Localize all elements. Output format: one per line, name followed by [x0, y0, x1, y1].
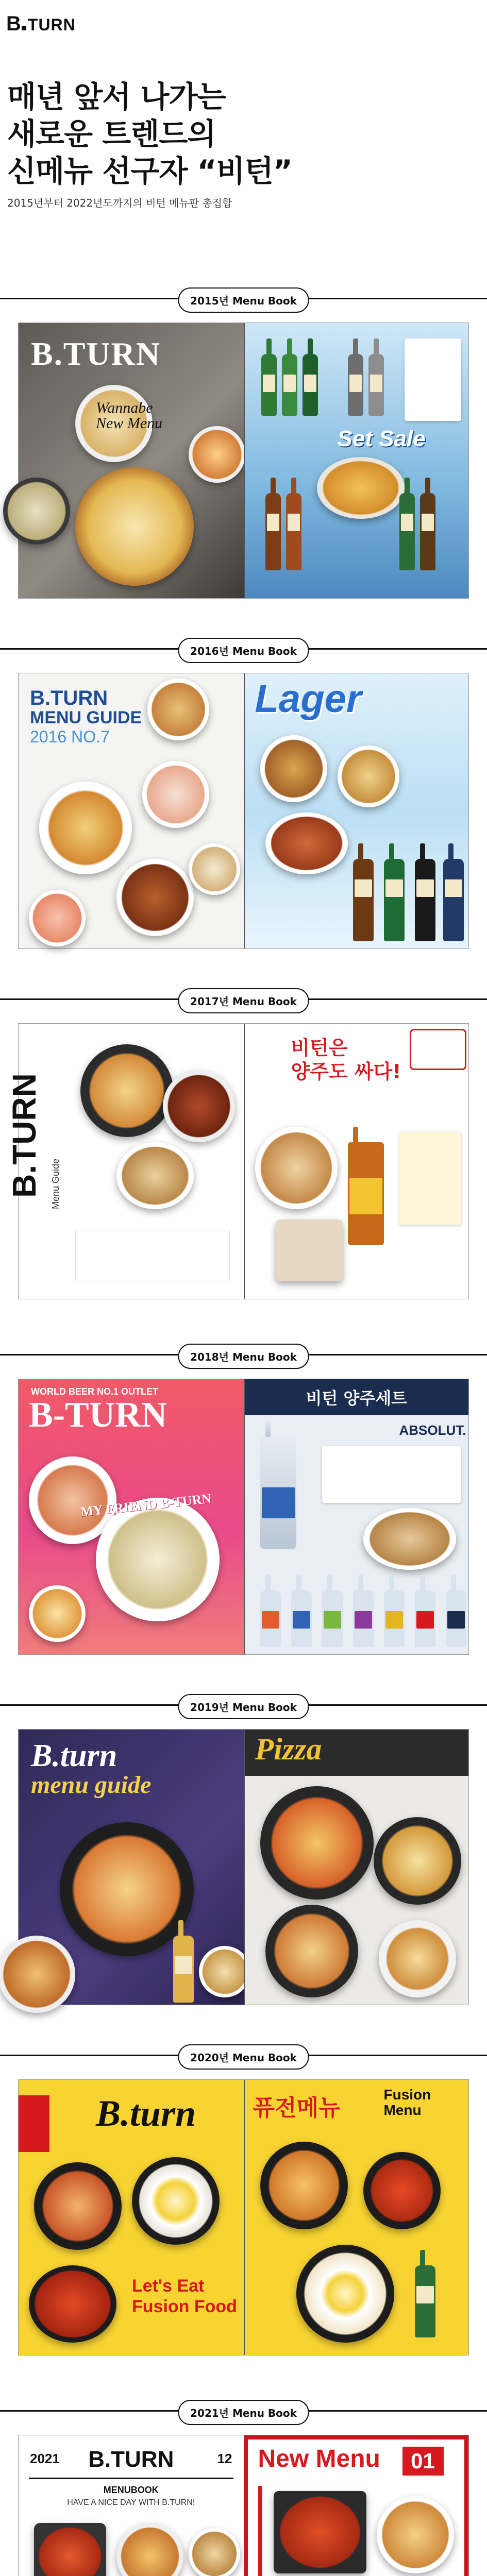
menu-inner-page — [244, 1024, 469, 1299]
cover-slogan — [132, 2276, 237, 2317]
vodka-bottle-image — [446, 1590, 466, 1647]
cover-year: 2021 — [30, 2451, 60, 2466]
plate-image — [189, 2528, 240, 2576]
section-header — [0, 2041, 487, 2069]
cover-tagline: WORLD BEER NO.1 OUTLET — [31, 1386, 158, 1397]
beer-bottle-image — [415, 2265, 435, 2337]
section-2020 — [0, 2041, 487, 2316]
fries-image — [317, 457, 405, 519]
section-header — [0, 635, 487, 663]
cover-title: B.TURN — [30, 687, 108, 709]
cover-subtitle: MENUBOOK — [103, 2485, 159, 2495]
menu-book-spread — [18, 323, 469, 599]
menu-inner-page — [244, 1379, 469, 1654]
plate-image — [255, 1127, 338, 1209]
plate-image — [260, 2142, 348, 2229]
beer-bottle-image — [265, 493, 281, 570]
section-2018 — [0, 1341, 487, 1520]
plate-image — [116, 2523, 183, 2576]
section-label: 2019년 Menu Book — [178, 1694, 309, 1719]
cover-subtitle — [96, 400, 162, 431]
page-subtitle: 2015년부터 2022년도까지의 비턴 메뉴판 총집합 — [7, 197, 232, 209]
section-header — [0, 1691, 487, 1719]
plate-image — [260, 735, 327, 802]
plate-image — [189, 843, 240, 895]
pizza-image — [379, 1920, 456, 1997]
brand-name: ABSOLUT. — [399, 1422, 466, 1438]
pizza-image — [374, 1817, 461, 1905]
menu-book-spread — [18, 1729, 469, 2005]
section-label: 2015년 Menu Book — [178, 287, 309, 313]
cover-title: B.TURN — [5, 1073, 43, 1198]
section-label: 2017년 Menu Book — [178, 988, 309, 1013]
page-headline — [7, 78, 471, 190]
section-header — [0, 985, 487, 1013]
menu-cover-page — [5, 1024, 244, 1299]
section-header — [0, 2397, 487, 2425]
vodka-bottle-image — [415, 1590, 435, 1647]
beer-bottle-image — [282, 354, 297, 416]
promo-title-line-1: 비턴은 — [291, 1037, 348, 1059]
cover-title-block — [31, 1740, 151, 1799]
pizza-image — [260, 1786, 374, 1900]
beer-bottle-image — [303, 354, 318, 416]
cover-title: B-TURN — [29, 1395, 167, 1435]
section-2019 — [0, 1691, 487, 1799]
cover-accent-bar — [19, 2095, 49, 2152]
cover-slogan: MY FRIEND B-TURN — [80, 1490, 212, 1520]
cover-title: B.TURN — [31, 335, 161, 372]
menu-inner-page — [244, 673, 469, 948]
menu-book-spread — [5, 1023, 469, 1299]
vodka-bottle-image — [291, 1590, 312, 1647]
plate-image — [163, 1070, 235, 1142]
cover-subtitle: MENU GUIDE — [30, 708, 142, 727]
brand-logo — [6, 12, 76, 36]
pizza-image — [265, 1905, 358, 1997]
cover-rule — [29, 2478, 233, 2479]
beer-bottle-image — [443, 859, 464, 941]
cover-tagline: HAVE A NICE DAY WITH B.TURN! — [67, 2498, 195, 2507]
headline-line-1: 매년 앞서 나가는 — [7, 79, 226, 114]
plate-image — [0, 1936, 75, 2013]
menu-cover-page — [19, 2080, 244, 2355]
cover-title: B.turn — [31, 1738, 117, 1773]
logo-dot — [22, 26, 26, 30]
fusion-menu-title-ko: 퓨전메뉴 — [253, 2095, 341, 2121]
plate-image — [29, 2265, 116, 2343]
headline-line-3: 신메뉴 선구자 “비턴” — [7, 154, 292, 189]
plate-image — [34, 2523, 106, 2576]
beer-bottle-image — [384, 859, 405, 941]
menu-cover-page — [19, 323, 244, 598]
plate-image — [29, 1585, 86, 1642]
section-2017 — [0, 985, 487, 1209]
beer-bottle-image — [420, 493, 435, 570]
beer-bottle-image — [261, 354, 277, 416]
vodka-bottle-image — [353, 1590, 374, 1647]
promo-title-line-2: 양주도 싸다! — [291, 1060, 401, 1083]
pizza-pan-image — [60, 1822, 194, 1956]
section-label: 2020년 Menu Book — [178, 2044, 309, 2070]
plate-image — [363, 2152, 441, 2229]
cover-title: B.turn — [96, 2093, 196, 2134]
beer-bottle-image — [348, 354, 363, 416]
liquor-promo-title — [291, 1036, 401, 1083]
menu-book-spread — [18, 2079, 469, 2355]
egg-dish-image — [296, 2245, 394, 2343]
section-2021 — [0, 2397, 487, 2507]
new-menu-number: 01 — [402, 2447, 444, 2476]
beer-bottle-image — [399, 493, 415, 570]
cover-title: B.TURN — [88, 2447, 174, 2472]
vodka-bottle-image — [384, 1590, 405, 1647]
cover-month: 12 — [217, 2451, 232, 2466]
section-header — [0, 284, 487, 312]
menu-book-spread — [18, 673, 469, 949]
beer-bottle-image — [286, 493, 301, 570]
fusion-title-line-2: Menu — [383, 2102, 422, 2118]
vodka-bottle-image — [260, 1436, 296, 1549]
section-2015 — [0, 284, 487, 451]
plate-image — [147, 679, 209, 740]
cover-slogan-line-1: Let's Eat — [132, 2276, 205, 2296]
logo-word-turn: TURN — [27, 15, 76, 34]
price-card — [322, 1446, 461, 1503]
menu-cover-page — [19, 2435, 244, 2576]
snack-dish-image — [189, 426, 245, 483]
beer-bottle-image — [368, 354, 384, 416]
menu-inner-page — [244, 2435, 469, 2576]
fusion-title-line-1: Fusion — [383, 2087, 431, 2103]
plate-image — [377, 2496, 454, 2573]
menu-book-spread — [18, 1379, 469, 1655]
cover-subtitle-line-1: Wannabe — [96, 399, 153, 416]
cover-subtitle: Menu Guide — [51, 1158, 61, 1209]
beer-bottle-image — [173, 1936, 194, 2003]
menu-inner-page — [244, 2080, 469, 2355]
price-card — [399, 1132, 461, 1225]
menu-inner-page — [244, 323, 469, 598]
cover-title-block — [30, 688, 142, 747]
new-menu-title: New Menu — [258, 2445, 380, 2472]
plate-image — [29, 890, 86, 946]
plate-image — [142, 761, 209, 828]
section-header — [0, 1341, 487, 1368]
fusion-menu-title-en — [384, 2087, 431, 2118]
logo-letter-b: B — [6, 12, 21, 35]
menu-book-spread — [18, 2435, 469, 2576]
cover-year: 2016 NO.7 — [30, 727, 110, 746]
plate-image — [338, 745, 399, 807]
side-dish-image — [3, 478, 70, 545]
section-label: 2018년 Menu Book — [178, 1344, 309, 1369]
plate-image — [116, 859, 194, 936]
accent-stripe — [258, 2486, 262, 2576]
beer-bottle-image — [353, 859, 374, 941]
plate-image — [39, 782, 132, 874]
plate-image — [274, 2491, 366, 2573]
cover-subtitle-line-2: New Menu — [96, 415, 163, 432]
menu-cover-page — [19, 1730, 244, 2005]
liquor-set-title: 비턴 양주세트 — [306, 1388, 408, 1408]
plate-image — [199, 1946, 250, 1997]
menu-cover-page — [19, 673, 244, 948]
plate-image — [363, 1508, 456, 1570]
headline-line-2: 새로운 트렌드의 — [7, 116, 216, 151]
plate-image — [265, 812, 348, 874]
plate-image — [80, 1044, 173, 1137]
section-label: 2021년 Menu Book — [178, 2400, 309, 2425]
pizza-title: Pizza — [255, 1732, 322, 1766]
plate-image — [34, 2162, 122, 2250]
vodka-bottle-image — [322, 1590, 343, 1647]
section-label: 2016년 Menu Book — [178, 638, 309, 663]
menu-text-block — [75, 1230, 230, 1281]
plate-image — [276, 1219, 343, 1281]
vodka-bottle-image — [260, 1590, 281, 1647]
menu-cover-page — [19, 1379, 244, 1654]
beer-bottle-image — [415, 859, 435, 941]
egg-dish-image — [132, 2157, 220, 2245]
cover-subtitle: menu guide — [31, 1771, 152, 1799]
world-beer-outlet-badge — [410, 1029, 466, 1070]
lager-title: Lager — [255, 677, 362, 721]
menu-inner-page — [244, 1730, 469, 2005]
liquor-bottle-image — [348, 1142, 384, 1245]
skillet-dish-image — [75, 467, 194, 586]
cover-slogan-line-2: Fusion Food — [132, 2297, 237, 2316]
price-card — [405, 338, 461, 421]
section-2016 — [0, 635, 487, 746]
plate-image — [116, 1142, 194, 1209]
set-sale-title: Set Sale — [337, 426, 426, 451]
